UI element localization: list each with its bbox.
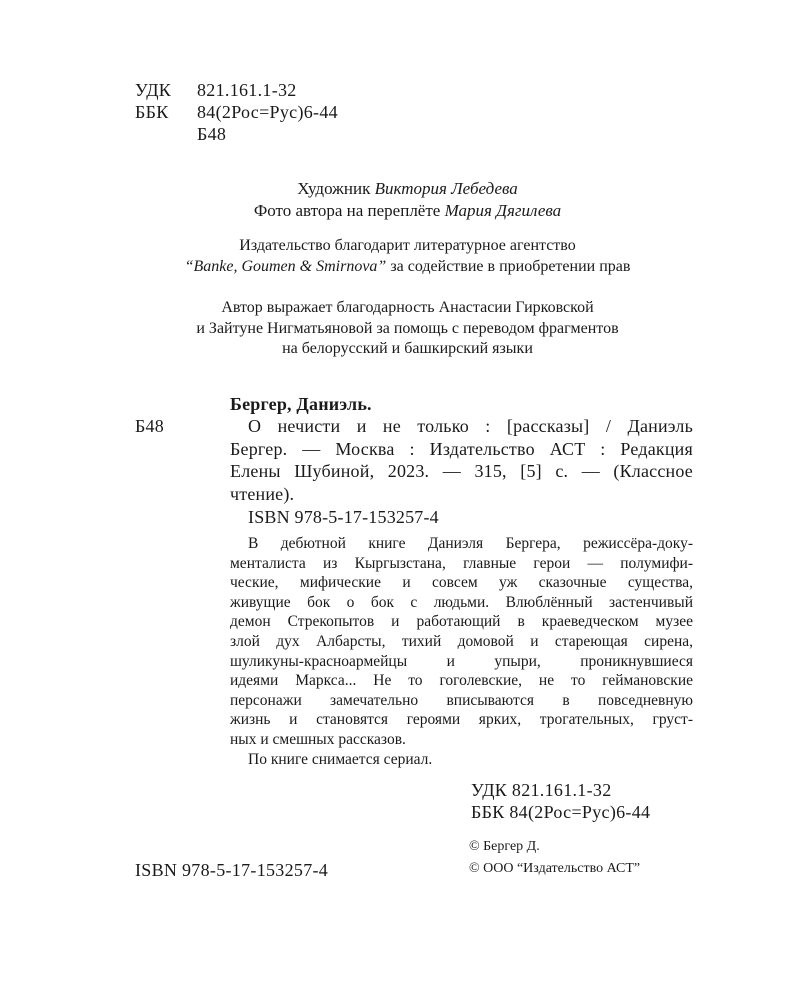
- copyright-author: © Бергер Д.: [469, 839, 540, 854]
- catalog-heading: Бергер, Даниэль.: [230, 394, 372, 414]
- copyright-publisher: © ООО “Издательство АСТ”: [469, 861, 641, 876]
- annotation-line: демон Стрекопытов и работающий в краеведческом музее: [230, 613, 693, 631]
- annotation-line: шуликуны-красноармейцы и упыри, проникнувшиеся: [230, 652, 693, 670]
- bbk-line: [135, 101, 338, 123]
- artist-credit: [120, 178, 695, 200]
- photo-role: Фото автора на переплёте: [253, 201, 441, 220]
- catalog-line: О нечисти и не только : [рассказы] / Даниэль: [248, 416, 693, 436]
- annotation-line: персонажи замечательно вписываются в повседневную: [230, 691, 693, 709]
- publisher-thanks-line2: [120, 257, 695, 278]
- annotation-line: ческие, мифические и совсем уж сказочные существа,: [230, 574, 693, 592]
- udk-value: 821.161.1-32: [197, 80, 297, 100]
- serial-note: По книге снимается сериал.: [248, 750, 433, 768]
- annotation-line: ных и смешных рассказов.: [230, 730, 406, 748]
- annotation-line: жизнь и становятся героями ярких, трогательных, груст-: [230, 711, 693, 729]
- author-mark-line: [135, 123, 338, 145]
- catalog-line: Бергер. — Москва : Издательство АСТ : Редакция: [230, 438, 693, 459]
- photo-name: Мария Дягилева: [444, 201, 562, 220]
- publisher-thanks: [120, 236, 695, 277]
- bbk-label: ББК: [135, 102, 169, 122]
- author-thanks-line: на белорусский и башкирский языки: [282, 340, 533, 357]
- agency-name: “Banke, Goumen & Smirnova”: [184, 257, 387, 275]
- bottom-udk: УДК 821.161.1-32: [471, 780, 612, 800]
- catalog-isbn: ISBN 978-5-17-153257-4: [248, 507, 439, 527]
- catalog-mark: Б48: [135, 416, 164, 436]
- bbk-value: 84(2Рос=Рус)6-44: [197, 102, 338, 122]
- author-thanks-line: Автор выражает благодарность Анастасии Гирковской: [221, 299, 594, 316]
- author-thanks: [120, 298, 695, 360]
- annotation-line: злой дух Албарсты, тихий домовой и стареющая сирена,: [230, 632, 693, 650]
- annotation-line: менталиста из Кыргызстана, главные герои — полумифи-: [230, 554, 693, 572]
- artist-role: Художник: [297, 179, 371, 198]
- publisher-thanks-line1: Издательство благодарит литературное агентство: [239, 237, 576, 254]
- annotation-line: В дебютной книге Даниэля Бергера, режиссёра-доку-: [248, 535, 693, 552]
- udk-line: [135, 79, 338, 101]
- udk-label: УДК: [135, 80, 172, 100]
- bottom-classification: [471, 779, 650, 823]
- author-thanks-line: и Зайтуне Нигматьяновой за помощь с переводом фрагментов: [196, 319, 619, 337]
- annotation-line: идеями Маркса... Не то гоголевские, не то геймановские: [230, 672, 693, 690]
- catalog-line: Елены Шубиной, 2023. — 315, [5] с. — (Классное: [230, 461, 693, 481]
- author-mark: Б48: [197, 124, 227, 144]
- catalog-description: [230, 415, 693, 505]
- footer-isbn: ISBN 978-5-17-153257-4: [135, 860, 329, 880]
- bottom-bbk: ББК 84(2Рос=Рус)6-44: [471, 802, 651, 822]
- artist-name: Виктория Лебедева: [374, 179, 518, 198]
- photo-credit: [120, 200, 695, 222]
- annotation: [230, 534, 693, 769]
- catalog-line: чтение).: [230, 483, 295, 504]
- credits: [120, 178, 695, 222]
- annotation-line: живущие бок о бок с людьми. Влюблённый застенчивый: [230, 593, 693, 611]
- publisher-thanks-rest: за содействие в приобретении прав: [386, 257, 631, 275]
- top-classification: [135, 79, 338, 145]
